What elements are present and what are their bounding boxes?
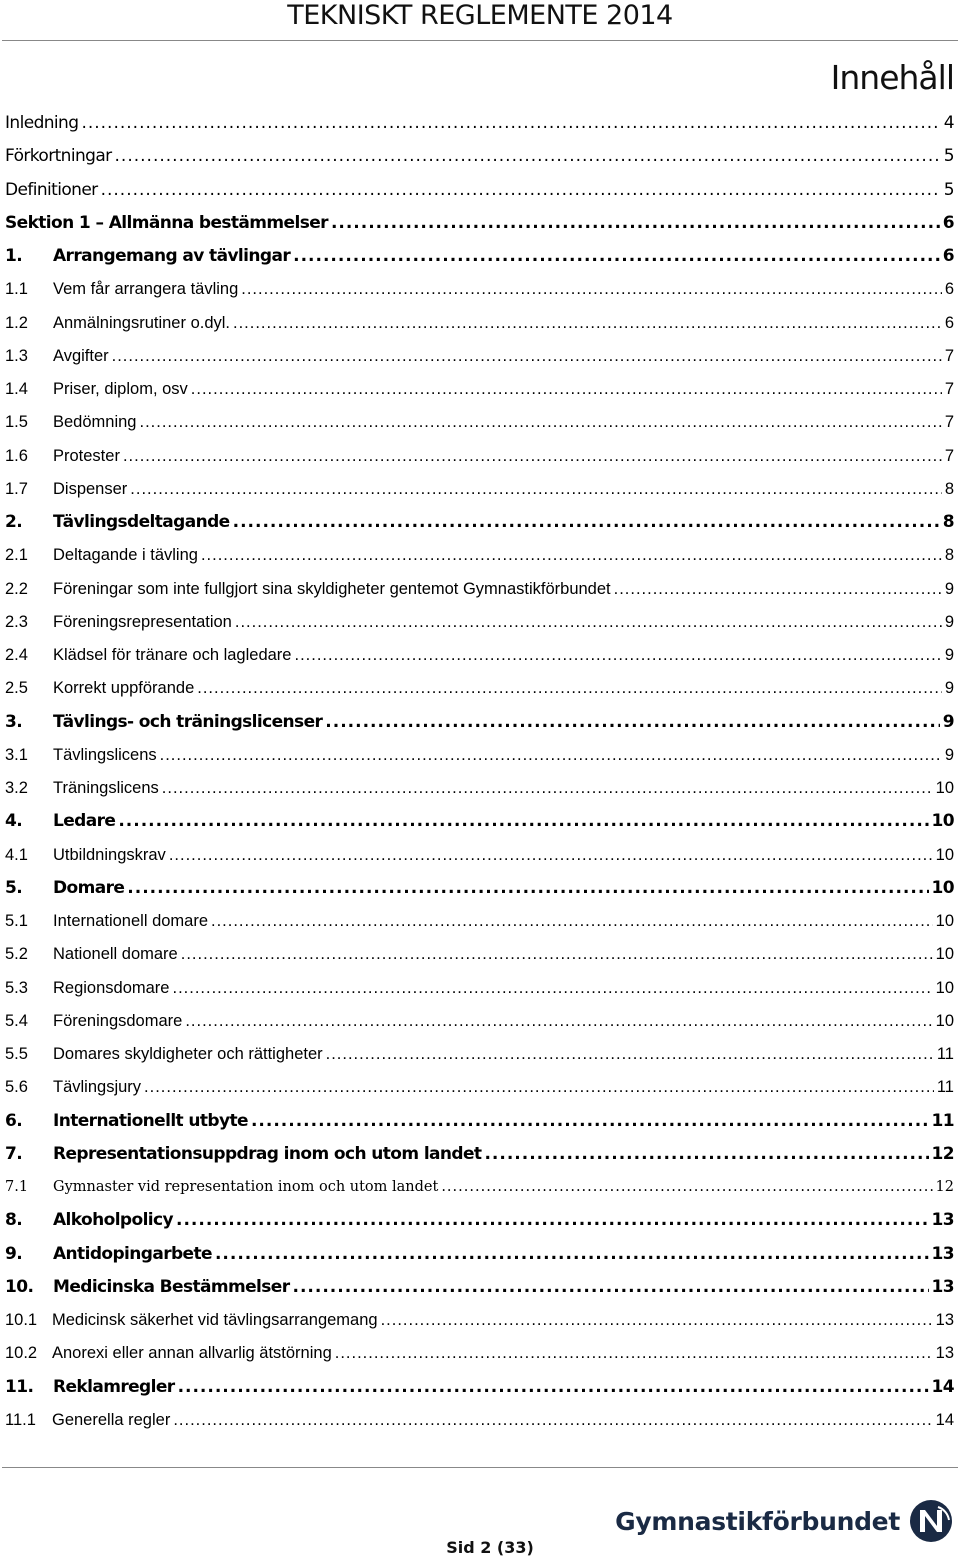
logo-wordmark: Gymnastikförbundet	[615, 1506, 900, 1536]
toc-entry[interactable]	[5, 1138, 954, 1171]
toc-entry-number: 6.	[5, 1110, 23, 1131]
toc-entry-title: Förkortningar	[5, 146, 112, 167]
toc-entry-title: Gymnaster vid representation inom och utom landet	[53, 1179, 439, 1195]
toc-entry[interactable]	[5, 273, 954, 306]
toc-entry[interactable]	[5, 373, 954, 406]
toc-entry[interactable]	[5, 107, 954, 140]
toc-entry-number: 3.1	[5, 745, 28, 764]
toc-dot-leader	[112, 340, 942, 373]
toc-entry-title: Anorexi eller annan allvarlig ätstörning	[52, 1344, 332, 1363]
toc-entry-page: 14	[931, 1376, 954, 1397]
toc-entry-page: 13	[935, 1311, 954, 1329]
toc-entry[interactable]	[5, 1071, 954, 1104]
toc-dot-leader	[251, 1105, 929, 1138]
toc-entry[interactable]	[5, 938, 954, 971]
toc-dot-leader	[335, 1337, 933, 1370]
toc-entry-page: 10	[935, 845, 954, 864]
toc-entry-number: 1.	[5, 246, 23, 266]
toc-dot-leader	[326, 1038, 934, 1071]
toc-entry-page: 10	[931, 811, 954, 832]
toc-dot-leader	[191, 373, 942, 406]
toc-entry-title: Föreningar som inte fullgjort sina skyldigheter gentemot Gymnastikförbundet	[53, 579, 611, 598]
toc-dot-leader	[293, 240, 940, 273]
toc-dot-leader	[130, 473, 942, 506]
toc-dot-leader	[173, 1404, 932, 1437]
toc-entry[interactable]	[5, 972, 954, 1005]
toc-entry-title: Reklamregler	[53, 1376, 175, 1397]
toc-entry-page: 8	[944, 479, 954, 498]
toc-dot-leader	[139, 406, 941, 439]
toc-entry-page: 14	[935, 1410, 954, 1429]
toc-entry-page: 10	[931, 877, 954, 898]
toc-entry-page: 7	[944, 413, 954, 432]
toc-entry-number: 2.4	[5, 646, 28, 664]
toc-entry[interactable]	[5, 706, 954, 739]
toc-entry-number: 1.3	[5, 346, 28, 365]
toc-entry-number: 3.2	[5, 779, 28, 797]
toc-entry[interactable]	[5, 772, 954, 805]
toc-entry-page: 6	[944, 313, 954, 332]
toc-dot-leader	[215, 1238, 929, 1271]
toc-entry-number: 7.1	[5, 1179, 29, 1195]
toc-entry-title: Klädsel för tränare och lagledare	[53, 646, 292, 664]
toc-dot-leader	[123, 440, 942, 473]
toc-entry-page: 9	[944, 579, 954, 598]
toc-entry-title: Generella regler	[52, 1410, 171, 1429]
toc-entry[interactable]	[5, 639, 954, 672]
toc-entry-number: 2.5	[5, 679, 28, 698]
toc-entry[interactable]	[5, 1204, 954, 1237]
toc-dot-leader	[127, 872, 928, 905]
toc-entry-page: 11	[936, 1078, 954, 1097]
toc-entry-page: 7	[944, 446, 954, 465]
toc-entry-page: 8	[944, 546, 954, 565]
toc-entry-title: Träningslicens	[53, 779, 159, 797]
toc-entry-page: 12	[931, 1143, 954, 1164]
toc-dot-leader	[614, 573, 942, 606]
toc-entry-title: Inledning	[5, 113, 79, 133]
toc-entry-number: 10.2	[5, 1344, 38, 1363]
toc-entry[interactable]	[5, 506, 954, 539]
toc-entry-title: Anmälningsrutiner o.dyl.	[53, 313, 231, 332]
toc-entry[interactable]	[5, 473, 954, 506]
toc-entry-page: 10	[935, 1011, 954, 1030]
toc-entry-number: 9.	[5, 1243, 23, 1264]
toc-entry-number: 5.2	[5, 945, 28, 964]
toc-entry-title: Tävlingslicens	[53, 745, 157, 764]
toc-entry[interactable]	[5, 1105, 954, 1138]
toc-entry-title: Regionsdomare	[53, 978, 170, 997]
toc-dot-leader	[172, 972, 932, 1005]
toc-dot-leader	[176, 1204, 929, 1237]
toc-entry-number: 1.6	[5, 446, 28, 465]
toc-entry-number: 11.	[5, 1376, 34, 1397]
toc-entry-title: Korrekt uppförande	[53, 679, 195, 698]
toc-entry-title: Sektion 1 – Allmänna bestämmelser	[5, 212, 328, 233]
toc-entry-title: Bedömning	[53, 413, 137, 432]
toc-entry-number: 5.3	[5, 978, 28, 997]
toc-entry-page: 5	[943, 179, 954, 200]
toc-entry-title: Avgifter	[53, 346, 109, 365]
toc-dot-leader	[233, 307, 942, 340]
footer-divider	[2, 1467, 958, 1468]
toc-entry-number: 5.4	[5, 1011, 28, 1030]
toc-entry[interactable]	[5, 307, 954, 340]
page-number: Sid 2 (33)	[446, 1538, 534, 1557]
toc-dot-leader	[115, 140, 941, 173]
toc-entry[interactable]	[5, 1038, 954, 1071]
toc-entry-title: Vem får arrangera tävling	[53, 280, 239, 299]
toc-entry[interactable]	[5, 805, 954, 838]
toc-entry[interactable]	[5, 340, 954, 373]
toc-entry-number: 1.4	[5, 380, 28, 398]
toc-dot-leader	[160, 739, 942, 772]
toc-dot-leader	[144, 1071, 934, 1104]
toc-entry[interactable]	[5, 1304, 954, 1337]
toc-entry-title: Utbildningskrav	[53, 845, 166, 864]
toc-entry-title: Dispenser	[53, 479, 128, 498]
toc-entry-title: Domare	[53, 877, 125, 898]
toc-entry-page: 6	[942, 212, 954, 233]
toc-entry[interactable]	[5, 606, 954, 639]
toc-entry[interactable]	[5, 1005, 954, 1038]
toc-entry-page: 6	[944, 280, 954, 299]
toc-entry-title: Arrangemang av tävlingar	[53, 246, 291, 266]
toc-entry-number: 11.1	[5, 1410, 36, 1429]
toc-entry-title: Medicinsk säkerhet vid tävlingsarrangemang	[52, 1311, 378, 1329]
toc-entry-title: Alkoholpolicy	[53, 1210, 173, 1231]
toc-entry-page: 7	[944, 380, 954, 398]
document-header-title: TEKNISKT REGLEMENTE 2014	[287, 0, 673, 31]
toc-entry-page: 10	[935, 779, 954, 797]
toc-entry-page: 9	[944, 679, 954, 698]
toc-entry[interactable]	[5, 573, 954, 606]
toc-entry-number: 8.	[5, 1210, 23, 1231]
toc-entry-number: 1.2	[5, 313, 28, 332]
toc-dot-leader	[325, 706, 939, 739]
toc-entry-number: 1.5	[5, 413, 28, 432]
toc-entry-title: Antidopingarbete	[53, 1243, 212, 1264]
toc-entry-page: 7	[944, 346, 954, 365]
header-divider	[2, 40, 958, 41]
toc-entry[interactable]	[5, 240, 954, 273]
toc-entry[interactable]	[5, 739, 954, 772]
toc-entry-number: 2.1	[5, 546, 28, 565]
toc-entry[interactable]	[5, 672, 954, 705]
toc-entry-page: 9	[944, 745, 954, 764]
toc-entry-page: 8	[942, 512, 954, 532]
toc-entry-number: 4.1	[5, 845, 28, 864]
toc-entry[interactable]	[5, 1371, 954, 1404]
toc-heading: Innehåll	[830, 58, 954, 97]
toc-entry-number: 3.	[5, 711, 23, 732]
toc-entry-number: 2.	[5, 512, 23, 532]
toc-entry[interactable]	[5, 140, 954, 173]
toc-entry-title: Nationell domare	[53, 945, 178, 964]
toc-dot-leader	[101, 174, 941, 207]
toc-entry[interactable]	[5, 1337, 954, 1370]
toc-dot-leader	[331, 207, 940, 240]
toc-entry-page: 9	[944, 612, 954, 631]
toc-entry[interactable]	[5, 539, 954, 572]
toc-entry[interactable]	[5, 174, 954, 207]
toc-entry-title: Tävlingsjury	[53, 1078, 142, 1097]
toc-entry-title: Representationsuppdrag inom och utom landet	[53, 1143, 482, 1164]
toc-entry[interactable]	[5, 872, 954, 905]
toc-dot-leader	[441, 1171, 932, 1204]
toc-dot-leader	[211, 905, 933, 938]
toc-entry-number: 5.6	[5, 1078, 28, 1097]
toc-entry-page: 6	[942, 246, 954, 266]
toc-dot-leader	[293, 1271, 929, 1304]
toc-entry-title: Medicinska Bestämmelser	[53, 1276, 290, 1297]
toc-entry-title: Deltagande i tävling	[53, 546, 198, 565]
toc-entry-title: Ledare	[53, 811, 116, 832]
toc-entry[interactable]	[5, 207, 954, 240]
toc-entry-page: 13	[931, 1243, 954, 1264]
toc-entry[interactable]	[5, 1238, 954, 1271]
toc-entry-title: Tävlingsdeltagande	[53, 512, 230, 532]
toc-entry-number: 1.7	[5, 479, 28, 498]
toc-dot-leader	[484, 1138, 928, 1171]
toc-entry[interactable]	[5, 839, 954, 872]
toc-entry[interactable]	[5, 905, 954, 938]
toc-entry-page: 10	[935, 978, 954, 997]
toc-dot-leader	[81, 107, 940, 140]
toc-entry-page: 5	[943, 146, 954, 167]
toc-entry-page: 9	[944, 646, 954, 664]
toc-dot-leader	[235, 606, 942, 639]
toc-entry-page: 13	[935, 1344, 954, 1363]
toc-entry-number: 5.	[5, 877, 23, 898]
toc-dot-leader	[241, 273, 942, 306]
toc-dot-leader	[381, 1304, 933, 1337]
toc-entry-title: Priser, diplom, osv	[53, 380, 188, 398]
toc-entry-title: Protester	[53, 446, 120, 465]
toc-entry-number: 5.5	[5, 1045, 28, 1063]
toc-dot-leader	[197, 672, 942, 705]
toc-entry-page: 10	[935, 912, 954, 930]
toc-dot-leader	[201, 539, 942, 572]
toc-entry[interactable]	[5, 1404, 954, 1437]
toc-entry-page: 13	[931, 1276, 954, 1297]
toc-entry-number: 2.3	[5, 612, 28, 631]
toc-entry-page: 11	[931, 1110, 954, 1131]
toc-entry-title: Tävlings- och träningslicenser	[53, 711, 323, 732]
toc-dot-leader	[181, 938, 933, 971]
toc-entry[interactable]	[5, 440, 954, 473]
toc-entry[interactable]	[5, 1271, 954, 1304]
toc-entry-page: 13	[931, 1210, 954, 1231]
toc-dot-leader	[178, 1371, 929, 1404]
toc-entry[interactable]	[5, 1171, 954, 1204]
toc-entry-number: 7.	[5, 1143, 23, 1164]
toc-entry-number: 4.	[5, 811, 23, 832]
toc-entry-number: 10.	[5, 1276, 34, 1297]
toc-entry-title: Internationellt utbyte	[53, 1110, 248, 1131]
toc-entry-number: 10.1	[5, 1311, 38, 1329]
toc-entry-title: Föreningsrepresentation	[53, 612, 232, 631]
toc-dot-leader	[294, 639, 941, 672]
toc-dot-leader	[185, 1005, 932, 1038]
toc-entry-number: 5.1	[5, 912, 28, 930]
toc-dot-leader	[118, 805, 928, 838]
toc-entry-number: 1.1	[5, 280, 28, 299]
toc-entry-page: 9	[942, 711, 954, 732]
toc-entry-page: 4	[943, 113, 954, 133]
toc-entry-number: 2.2	[5, 579, 28, 598]
toc-dot-leader	[169, 839, 933, 872]
toc-entry-title: Domares skyldigheter och rättigheter	[53, 1045, 323, 1063]
toc-entry-page: 11	[936, 1045, 954, 1063]
toc-entry-title: Definitioner	[5, 179, 98, 200]
toc-entry-page: 12	[935, 1179, 954, 1195]
toc-entry-title: Föreningsdomare	[53, 1011, 183, 1030]
toc-entry[interactable]	[5, 406, 954, 439]
toc-entry-page: 10	[935, 945, 954, 964]
toc-entry-title: Internationell domare	[53, 912, 209, 930]
toc-dot-leader	[162, 772, 933, 805]
toc-dot-leader	[233, 506, 940, 539]
